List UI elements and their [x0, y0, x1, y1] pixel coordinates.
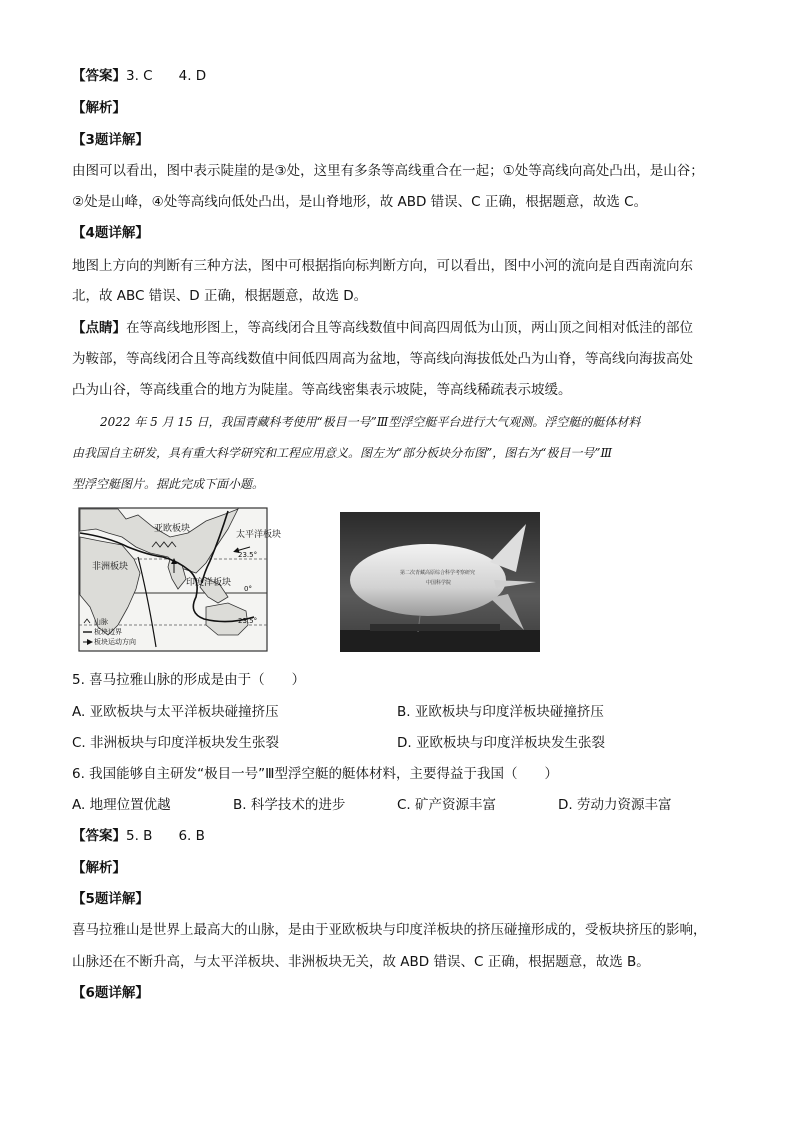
answer-4: 4. D	[178, 68, 207, 84]
q4-text-2: 北，故 ABC 错误、D 正确，根据题意，故选 D。	[72, 288, 368, 304]
q6-option-c: C. 矿产资源丰富	[397, 797, 497, 813]
q5-text-1: 喜马拉雅山是世界上最高大的山脉，是由于亚欧板块与印度洋板块的挤压碰撞形成的，受板块挤压的影响，	[72, 922, 707, 938]
africa-label: 非洲板块	[92, 562, 129, 572]
legend-boundary-label: 板块边界	[94, 628, 122, 636]
q5-option-d: D. 亚欧板块与印度洋板块发生张裂	[397, 735, 605, 751]
legend-motion-label: 板块运动方向	[94, 638, 136, 646]
airship-photo-figure	[340, 512, 540, 652]
answer-6: 6. B	[178, 828, 205, 844]
q5-option-a: A. 亚欧板块与太平洋板块碰撞挤压	[72, 704, 279, 720]
answer-3: 3. C	[126, 68, 153, 84]
q4-heading: 【4题详解】	[72, 225, 149, 241]
indian-label: 印度洋板块	[186, 578, 232, 588]
tip-text-3: 凸为山谷，等高线重合的地方为陡崖。等高线密集表示坡陡，等高线稀疏表示坡缓。	[72, 382, 572, 398]
q6-heading: 【6题详解】	[72, 985, 149, 1001]
q6-option-b: B. 科学技术的进步	[233, 797, 346, 813]
legend-mountain-label: 山脉	[94, 618, 108, 626]
q5-option-c: C. 非洲板块与印度洋板块发生张裂	[72, 735, 280, 751]
analysis-heading-2: 【解析】	[72, 860, 126, 876]
lat-south-label: 23.5°	[238, 617, 258, 625]
q5-heading: 【5题详解】	[72, 891, 149, 907]
lat-equator-label: 0°	[244, 585, 252, 593]
passage-line-3: 型浮空艇图片。据此完成下面小题。	[72, 477, 265, 491]
tip-text-1: 在等高线地形图上，等高线闭合且等高线数值中间高四周低为山顶，两山顶之间相对低洼的部位	[126, 320, 693, 336]
passage-line-2: 由我国自主研发，具有重大科学研究和工程应用意义。图左为“部分板块分布图”，图右为“极目一号”Ⅲ	[72, 446, 613, 460]
q6-option-a: A. 地理位置优越	[72, 797, 171, 813]
q6-option-d: D. 劳动力资源丰富	[558, 797, 672, 813]
q5-stem: 5. 喜马拉雅山脉的形成是由于（ ）	[72, 672, 306, 688]
plate-map-figure	[78, 507, 282, 652]
q3-text-2: ②处是山峰，④处等高线向低处凸出，是山脊地形，故 ABD 错误、C 正确，根据题意，故选 C。	[72, 194, 648, 210]
airship-label-1: 第二次青藏高原综合科学考察研究	[400, 570, 476, 576]
q5-text-2: 山脉还在不断升高，与太平洋板块、非洲板块无关，故 ABD 错误、C 正确，根据题意，故选 B。	[72, 954, 650, 970]
answer-tag-2: 【答案】	[72, 828, 126, 844]
q3-heading: 【3题详解】	[72, 132, 149, 148]
q6-stem: 6. 我国能够自主研发“极目一号”Ⅲ型浮空艇的艇体材料，主要得益于我国（ ）	[72, 766, 558, 782]
answer-tag: 【答案】	[72, 68, 126, 84]
mooring-platform	[370, 624, 500, 631]
airship-label-2: 中国科学院	[426, 580, 452, 586]
pacific-label: 太平洋板块	[236, 530, 282, 540]
tip-text-2: 为鞍部，等高线闭合且等高线数值中间低四周高为盆地，等高线向海拔低处凸为山脊，等高线向海拔高处	[72, 351, 693, 367]
answer-5: 5. B	[126, 828, 153, 844]
answer-line-1	[72, 66, 206, 86]
tip-line-1	[72, 318, 693, 338]
passage-line-1: 2022 年 5 月 15 日，我国青藏科考使用“极目一号”Ⅲ型浮空艇平台进行大气观测。浮空艇的艇体材料	[100, 415, 641, 429]
q3-text-1: 由图可以看出，图中表示陡崖的是③处，这里有多条等高线重合在一起；①处等高线向高处凸出，是山谷；	[72, 163, 704, 179]
eurasia-label: 亚欧板块	[154, 524, 191, 534]
tip-tag: 【点睛】	[72, 320, 126, 336]
q4-text-1: 地图上方向的判断有三种方法，图中可根据指向标判断方向，可以看出，图中小河的流向是自西南流向东	[72, 258, 693, 274]
ground	[340, 630, 540, 652]
q5-option-b: B. 亚欧板块与印度洋板块碰撞挤压	[397, 704, 604, 720]
lat-north-label: 23.5°	[238, 551, 258, 559]
analysis-heading-1: 【解析】	[72, 100, 126, 116]
answer-line-2	[72, 826, 205, 846]
